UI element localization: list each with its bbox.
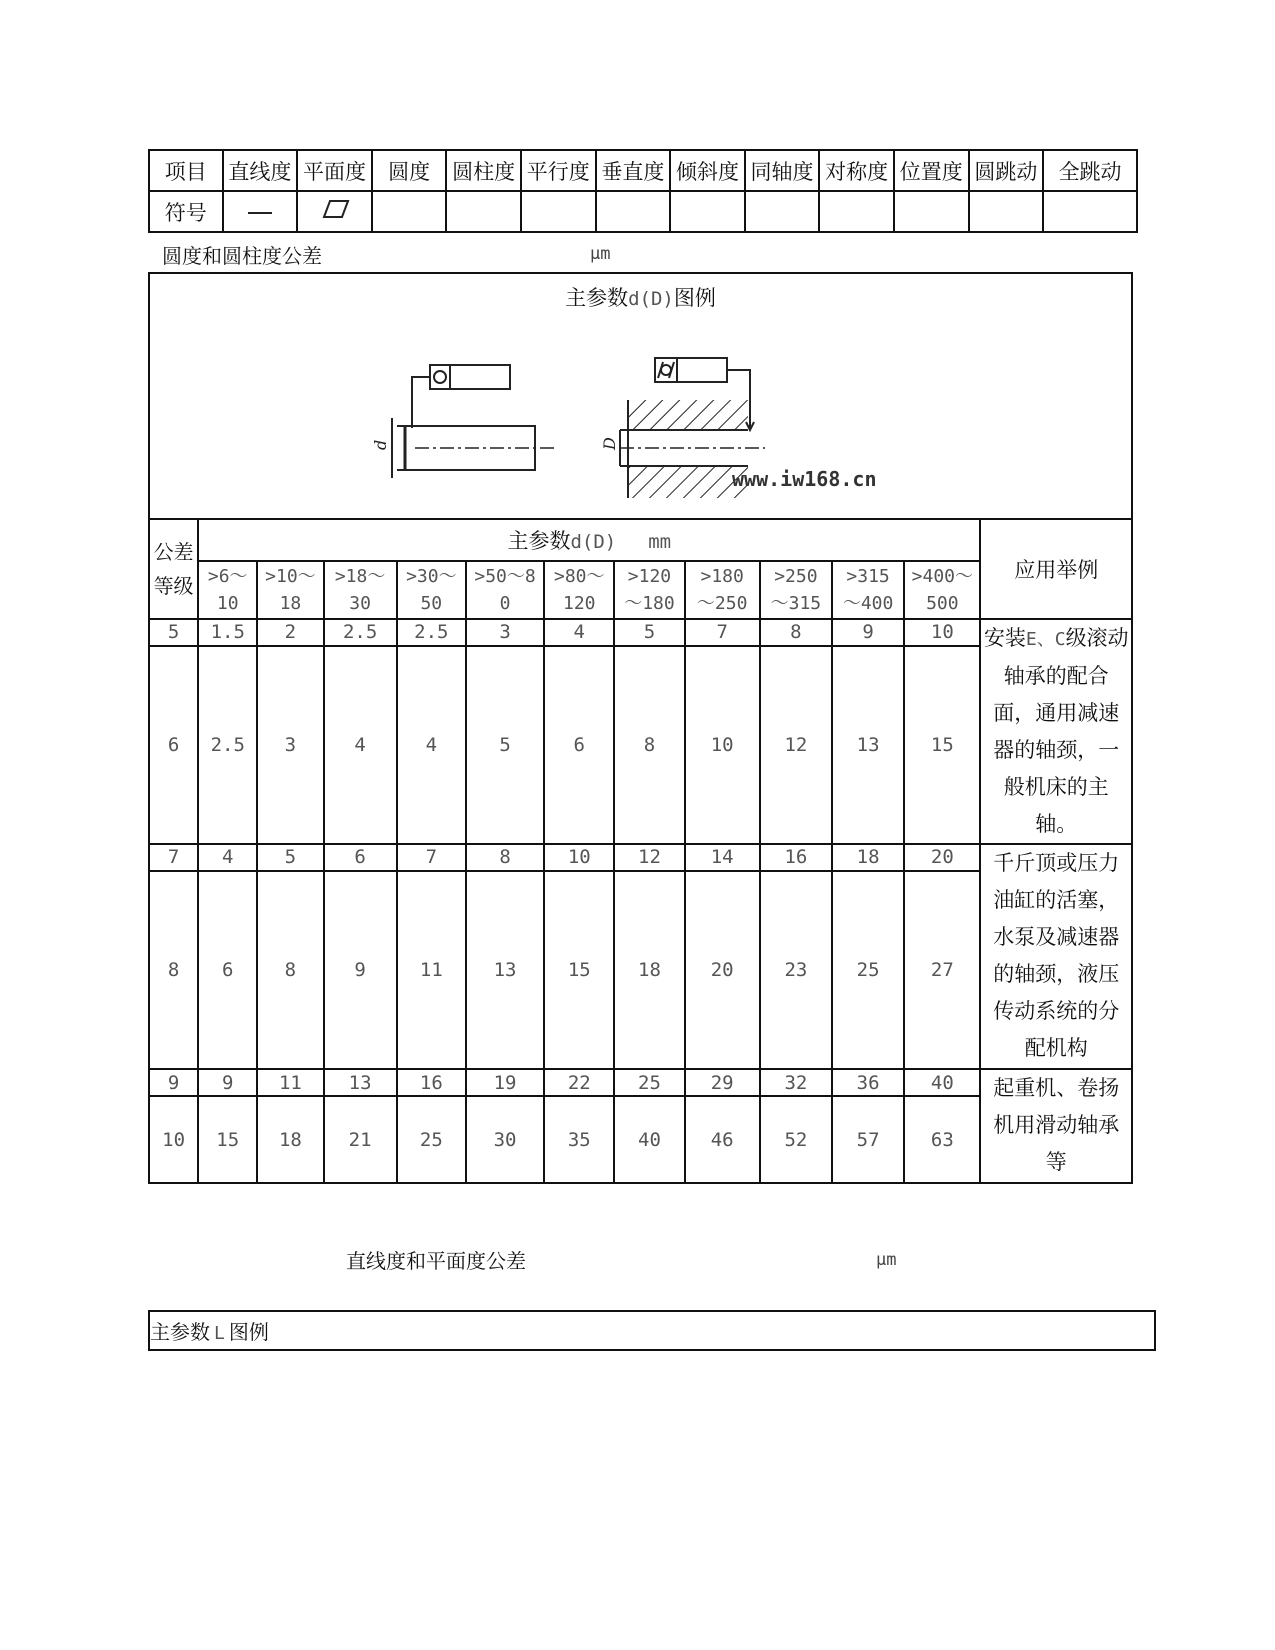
range-header [832,561,904,619]
param-header-var: d(D) [570,531,617,553]
item-cylindricity: 圆柱度 [446,150,521,191]
range-header-line: 30 [349,593,371,614]
tolerance-value-cell: 23 [760,871,832,1069]
tolerance-symbols-table [148,149,1138,233]
grade-cell: 6 [149,646,198,844]
tolerance-value-cell: 14 [685,844,760,871]
tolerance-value-cell: 5 [257,844,323,871]
application-text-cont: 级滚动轴承的配合面，通用减速器的轴颈，一般机床的主轴。 [993,626,1129,836]
tolerance-value-cell: 32 [760,1069,832,1096]
tolerance-value-cell: 16 [760,844,832,871]
range-header-line: >250 [774,566,818,587]
tolerance-value-cell: 8 [614,646,684,844]
tolerance-value-cell: 15 [904,646,980,844]
flatness-header-prefix: 主参数 [150,1320,210,1344]
tolerance-value-cell: 19 [466,1069,544,1096]
flatness-symbol-icon [314,197,354,221]
tolerance-value-cell: 13 [324,1069,397,1096]
tolerance-value-cell: 8 [760,619,832,646]
range-header-line: 120 [563,593,596,614]
tolerance-value-cell: 25 [614,1069,684,1096]
tolerance-value-cell: 25 [397,1096,466,1183]
tolerance-value-cell: 46 [685,1096,760,1183]
range-header [324,561,397,619]
item-total-runout: 全跳动 [1043,150,1137,191]
range-header-line: ～400 [842,593,894,614]
range-header-line: >315 [846,566,890,587]
figure-title-var: d(D) [628,288,674,310]
tolerance-value-cell: 40 [614,1096,684,1183]
application-example [980,619,1132,844]
flatness-header-var: L [214,1323,225,1344]
row-label-item: 项目 [149,150,223,191]
range-header-line: >10～ [265,566,316,587]
range-header [257,561,323,619]
tolerance-value-cell: 6 [324,844,397,871]
range-header-line: >400～ [911,566,973,587]
tolerance-value-cell: 16 [397,1069,466,1096]
figure-title-prefix: 主参数 [565,286,629,310]
item-symmetry: 对称度 [819,150,894,191]
watermark: www.iw168.cn [732,467,877,491]
items-row [149,150,1137,191]
tolerance-value-cell: 10 [544,844,614,871]
empty-cell [446,191,521,232]
tolerance-value-cell: 2.5 [198,646,257,844]
range-header-line: >18～ [334,566,386,587]
symbols-row [149,191,1137,232]
empty-cell [521,191,596,232]
grade-row-9 [149,1069,1132,1096]
range-header-line: 18 [279,593,302,614]
roundness-illustration [150,318,1135,518]
empty-cell [372,191,447,232]
tolerance-value-cell: 20 [685,871,760,1069]
flatness-caption: 直线度和平面度公差 [346,1249,526,1273]
application-header: 应用举例 [980,519,1132,619]
svg-text:D: D [600,437,619,450]
tolerance-value-cell: 4 [544,619,614,646]
grade-row-7 [149,844,1132,871]
straightness-symbol-cell [223,191,298,232]
range-header [760,561,832,619]
tolerance-value-cell: 57 [832,1096,904,1183]
tolerance-value-cell: 4 [397,646,466,844]
range-header-line: ～315 [770,593,822,614]
roundness-caption: 圆度和圆柱度公差 [162,244,322,268]
tolerance-value-cell: 2.5 [397,619,466,646]
tolerance-value-cell: 22 [544,1069,614,1096]
straightness-symbol-icon [240,199,280,219]
tolerance-value-cell: 35 [544,1096,614,1183]
tolerance-value-cell: 52 [760,1096,832,1183]
grade-cell: 10 [149,1096,198,1183]
application-example [980,1069,1132,1183]
flatness-tolerance-table [148,1310,1156,1351]
item-angularity: 倾斜度 [670,150,745,191]
shaft-drawing [371,365,555,478]
application-text: 起重机、卷扬机用滑动轴承等 [993,1076,1120,1174]
tolerance-value-cell: 21 [324,1096,397,1183]
param-header-prefix: 主参数 [507,529,571,553]
tolerance-value-cell: 18 [614,871,684,1069]
tolerance-value-cell: 11 [397,871,466,1069]
tolerance-value-cell: 1.5 [198,619,257,646]
tolerance-value-cell: 6 [544,646,614,844]
grade-cell: 7 [149,844,198,871]
range-header [466,561,544,619]
empty-cell [819,191,894,232]
item-flatness: 平面度 [297,150,372,191]
header-row-1 [149,519,1132,561]
flatness-header-suffix: 图例 [228,1320,269,1344]
range-header-line: ～180 [624,593,675,614]
param-header [198,519,980,561]
bearing-grade-code: E、C [1025,629,1066,650]
tolerance-value-cell: 12 [760,646,832,844]
range-header [614,561,684,619]
range-header-line: ～250 [696,593,748,614]
range-header [544,561,614,619]
tolerance-value-cell: 9 [198,1069,257,1096]
grade-header-line1: 公差 [153,540,194,564]
flatness-header-row [149,1311,1155,1350]
tolerance-value-cell: 7 [685,619,760,646]
grade-row-5 [149,619,1132,646]
range-header-line: >50～8 [474,566,536,587]
empty-cell [596,191,671,232]
empty-cell [1043,191,1137,232]
item-perpendicularity: 垂直度 [596,150,671,191]
grade-cell: 8 [149,871,198,1069]
tolerance-value-cell: 7 [397,844,466,871]
range-header [904,561,980,619]
tolerance-value-cell: 11 [257,1069,323,1096]
tolerance-value-cell: 2 [257,619,323,646]
empty-cell [969,191,1044,232]
tolerance-value-cell: 9 [832,619,904,646]
tolerance-value-cell: 10 [904,619,980,646]
range-header-line: 50 [420,593,443,614]
item-roundness: 圆度 [372,150,447,191]
roundness-symbol-icon [434,371,446,383]
tolerance-value-cell: 30 [466,1096,544,1183]
tolerance-value-cell: 18 [257,1096,323,1183]
row-label-symbol: 符号 [149,191,223,232]
tolerance-value-cell: 36 [832,1069,904,1096]
range-header-line: 10 [216,593,239,614]
range-header-line: >6～ [207,566,248,587]
range-header-line: 500 [926,593,959,614]
item-coaxiality: 同轴度 [745,150,820,191]
tolerance-value-cell: 13 [832,646,904,844]
range-header [397,561,466,619]
tolerance-value-cell: 27 [904,871,980,1069]
flatness-unit: μm [876,1250,897,1270]
application-text: 安装 [983,626,1026,650]
figure-title-suffix: 图例 [673,286,716,310]
tolerance-value-cell: 2.5 [324,619,397,646]
application-example [980,844,1132,1069]
tolerance-value-cell: 29 [685,1069,760,1096]
tolerance-value-cell: 4 [324,646,397,844]
range-header-line: >80～ [554,566,605,587]
range-header-line: >30～ [406,566,457,587]
grade-header-line2: 等级 [153,574,194,598]
tolerance-value-cell: 15 [198,1096,257,1183]
tolerance-value-cell: 9 [324,871,397,1069]
range-header-line: >120 [627,566,672,587]
figure-row [149,273,1132,519]
roundness-unit: μm [590,244,611,264]
svg-text:d: d [371,439,390,450]
tolerance-value-cell: 5 [466,646,544,844]
range-header [685,561,760,619]
application-text: 千斤顶或压力油缸的活塞，水泵及减速器的轴颈，液压传动系统的分配机构 [993,851,1120,1060]
tolerance-value-cell: 4 [198,844,257,871]
tolerance-value-cell: 40 [904,1069,980,1096]
flatness-symbol-cell [297,191,372,232]
flatness-header-cell [149,1311,1155,1350]
tolerance-value-cell: 8 [257,871,323,1069]
item-parallelism: 平行度 [521,150,596,191]
tolerance-value-cell: 8 [466,844,544,871]
grade-cell: 5 [149,619,198,646]
figure-cell [149,273,1132,519]
figure-title [150,282,1131,312]
range-header-line: 0 [499,593,511,614]
tolerance-value-cell: 25 [832,871,904,1069]
tolerance-value-cell: 6 [198,871,257,1069]
param-header-unit: mm [648,531,672,553]
tolerance-value-cell: 13 [466,871,544,1069]
item-straightness: 直线度 [223,150,298,191]
tolerance-value-cell: 18 [832,844,904,871]
range-header-line: >180 [700,566,744,587]
tolerance-value-cell: 3 [466,619,544,646]
empty-cell [670,191,745,232]
tolerance-value-cell: 5 [614,619,684,646]
empty-cell [745,191,820,232]
grade-cell: 9 [149,1069,198,1096]
tolerance-value-cell: 20 [904,844,980,871]
cylindricity-symbol-icon [658,362,674,378]
tolerance-value-cell: 12 [614,844,684,871]
item-position: 位置度 [894,150,969,191]
roundness-tolerance-table [148,272,1133,1184]
range-header [198,561,257,619]
tolerance-value-cell: 3 [257,646,323,844]
grade-header [149,519,198,619]
empty-cell [894,191,969,232]
item-circular-runout: 圆跳动 [969,150,1044,191]
tolerance-value-cell: 63 [904,1096,980,1183]
tolerance-value-cell: 10 [685,646,760,844]
tolerance-value-cell: 15 [544,871,614,1069]
